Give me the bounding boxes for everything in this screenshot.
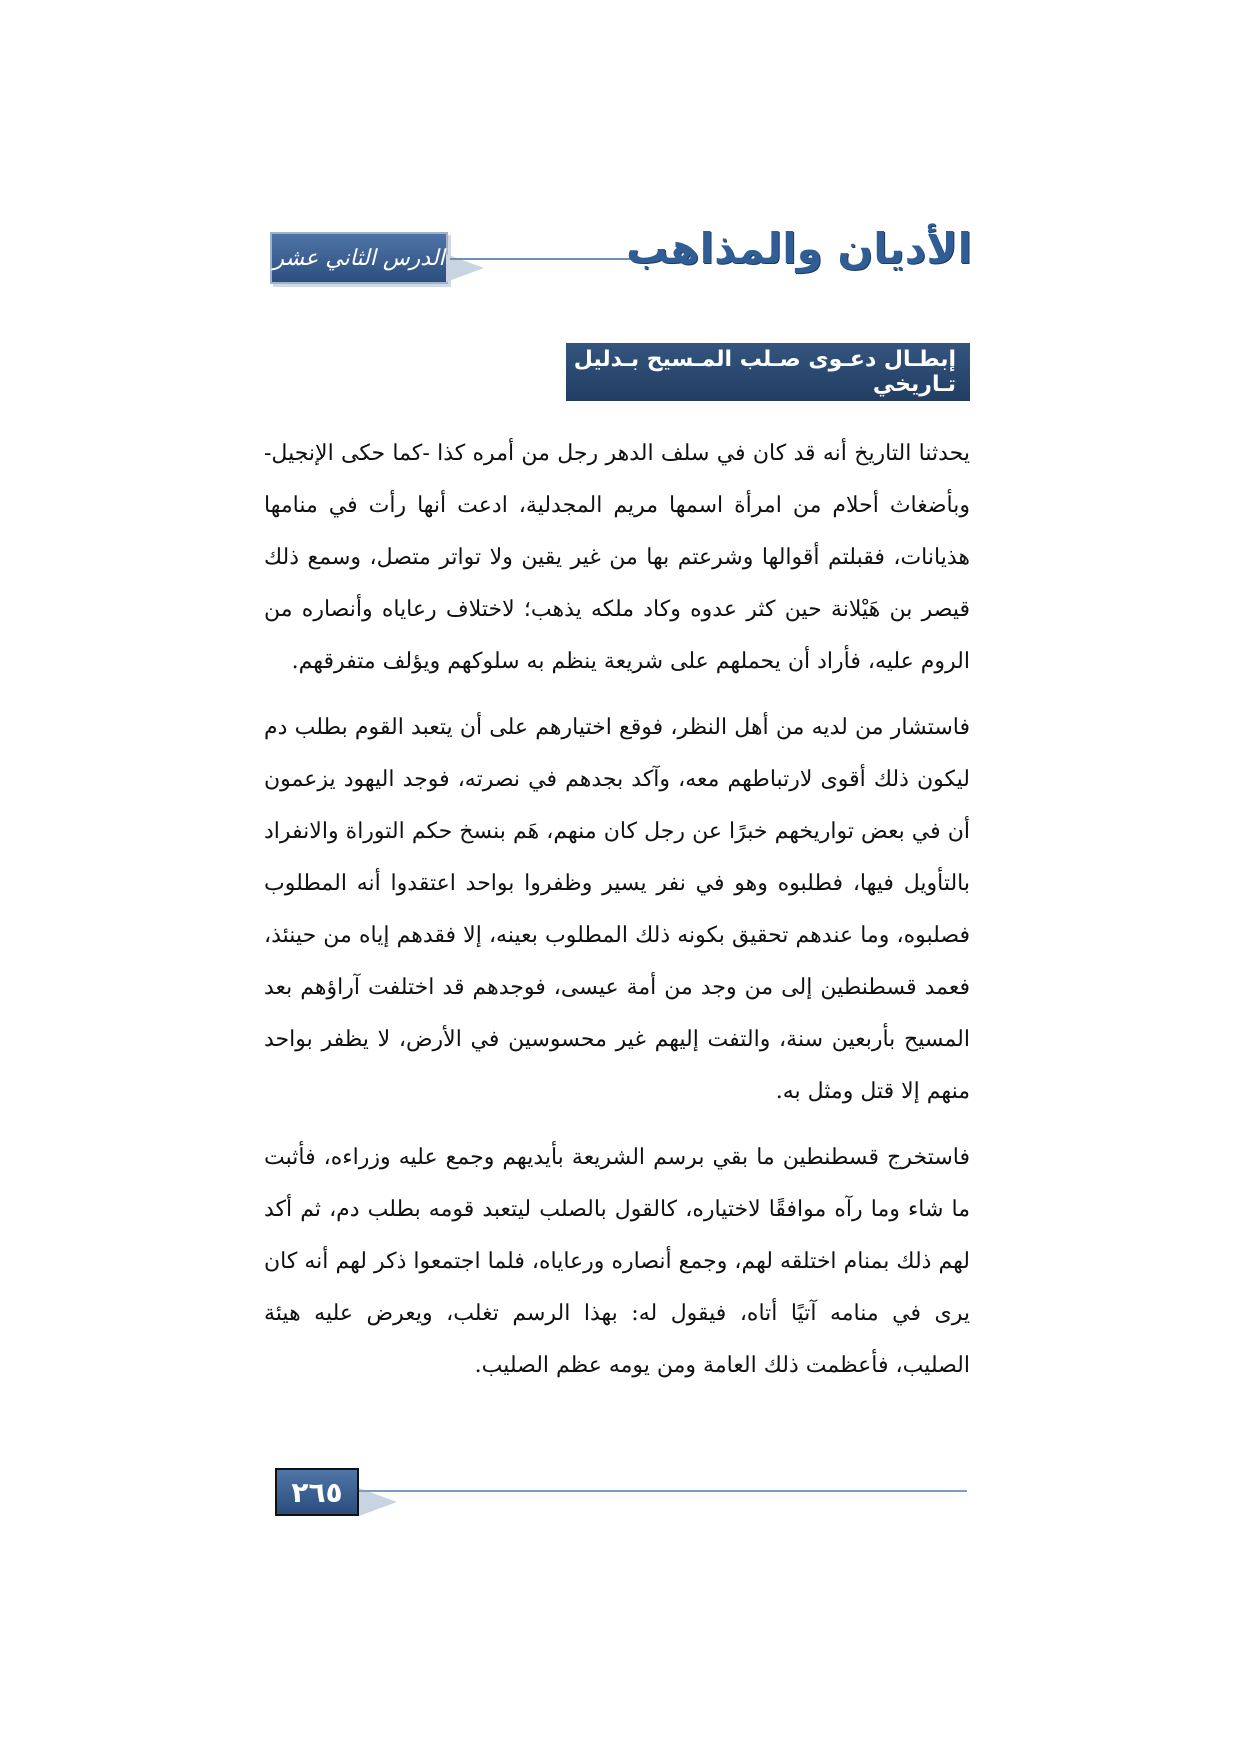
page-footer (275, 1468, 967, 1520)
body-text (264, 428, 970, 1406)
paragraph-1: يحدثنا التاريخ أنه قد كان في سلف الدهر رجل من أمره كذا -كما حكى الإنجيل- وبأضغاث أحلام من امرأة اسمها مريم المجدلية، ادعت أنها رأت في منامها هذيانات، فقبلتم أقوالها وشرعتم بها من غير يقين ولا تواتر متصل، وسمع ذلك قيصر بن هَيْلانة حين كثر عدوه وكاد ملكه يذهب؛ لاختلاف رعاياه وأنصاره من الروم عليه، فأراد أن يحملهم على شريعة ينظم به سلوكهم ويؤلف متفرقهم. (264, 441, 970, 674)
footer-rule (359, 1490, 967, 1492)
footer-wedge-decoration (359, 1488, 397, 1516)
page-header (270, 224, 972, 286)
paragraph-2: فاستشار من لديه من أهل النظر، فوقع اختيارهم على أن يتعبد القوم بطلب دم ليكون ذلك أقوى لارتباطهم معه، وآكد بجدهم في نصرته، فوجد اليهود يزعمون أن في بعض تواريخهم خبرًا عن رجل كان منهم، هَم بنسخ حكم التوراة والانفراد بالتأويل فيها، فطلبوه وهو في نفر يسير وظفروا بواحد اعتقدوا أنه المطلوب فصلبوه، وما عندهم تحقيق بكونه ذلك المطلوب بعينه، إلا فقدهم إياه من حينئذ، فعمد قسطنطين إلى من وجد من أمة عيسى، فوجدهم قد اختلفت آراؤهم بعد المسيح بأربعين سنة، والتفت إليهم غير محسوسين في الأرض، لا يظفر بواحد منهم إلا قتل ومثل به. (264, 715, 971, 1104)
lesson-label: الدرس الثاني عشر (273, 245, 445, 271)
lesson-label-box (270, 232, 448, 284)
paragraph-3: فاستخرج قسطنطين ما بقي برسم الشريعة بأيديهم وجمع عليه وزراءه، فأثبت ما شاء وما رآه موافقًا لاختياره، كالقول بالصلب ليتعبد قومه بطلب دم، ثم أكد لهم ذلك بمنام اختلقه لهم، وجمع أنصاره ورعاياه، فلما اجتمعوا ذكر لهم أنه كان يرى في منامه آتيًا أتاه، فيقول له: بهذا الرسم تغلب، ويعرض عليه هيئة الصليب، فأعظمت ذلك العامة ومن يومه عظم الصليب. (264, 1145, 970, 1378)
section-title: إبطـال دعـوى صـلب المـسيح بـدليل تـاريخي (573, 347, 956, 397)
book-title: الأديان والمذاهب (626, 224, 972, 273)
section-title-banner (566, 343, 970, 401)
page-number: ٢٦٥ (291, 1475, 343, 1509)
page-number-box (275, 1468, 359, 1516)
